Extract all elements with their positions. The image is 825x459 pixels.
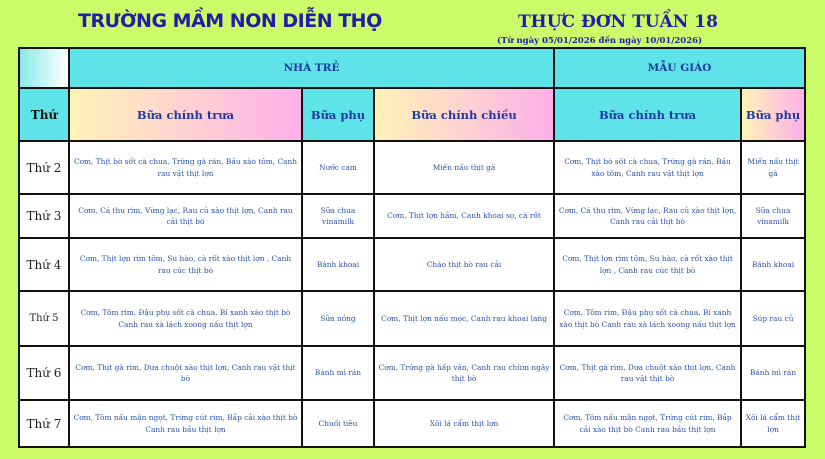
mg-snack-cell: Xôi lá cẩm thịt lợn <box>741 400 805 447</box>
mg-lunch-cell: Cơm, Tôm rim, Đậu phụ sốt cà chua, Bí xanh xào thịt bò Canh rau xà lách xoong nấu thịt lợn <box>554 291 741 346</box>
group-header-row <box>19 48 805 88</box>
corner-cell <box>19 48 69 88</box>
nt-lunch-cell: Cơm, Tôm nấu mận ngọt, Trứng cút rim, Bắp cải xào thịt bò Canh rau bầu thịt lợn <box>69 400 302 447</box>
day-cell: Thứ 3 <box>19 194 69 238</box>
mg-lunch-cell: Cơm, Thịt bò sốt cà chua, Trứng gà rán, Bầu xào tôm, Canh rau vặt thịt lợn <box>554 141 741 194</box>
mg-lunch-cell: Cơm, Tôm nấu mận ngọt, Trứng cút rim, Bắp cải xào thịt bò Canh rau bầu thịt lợn <box>554 400 741 447</box>
nt-lunch-cell: Cơm, Thịt bò sốt cà chua, Trứng gà rán, Bầu xào tôm, Canh rau vặt thịt lợn <box>69 141 302 194</box>
nt-afternoon-cell: Cơm, Thịt lợn hầm, Canh khoai sọ, cà rốt <box>374 194 554 238</box>
day-cell: Thứ 7 <box>19 400 69 447</box>
menu-title: THỰC ĐƠN TUẦN 18 <box>518 12 718 32</box>
table-row <box>19 194 805 238</box>
mg-lunch-cell: Cơm, Thịt gà rim, Dưa chuột xào thịt lợn, Canh rau vặt thịt bò <box>554 346 741 400</box>
nt-afternoon-cell: Cháo thịt bò rau cải <box>374 238 554 291</box>
mg-snack-cell: Súp rau củ <box>741 291 805 346</box>
nt-lunch-cell: Cơm, Tôm rim, Đậu phụ sốt cà chua, Bí xanh xào thịt bò Canh rau xà lách xoong nấu thịt lợn <box>69 291 302 346</box>
mg-lunch-cell: Cơm, Thịt lợn rim tôm, Su hào, cà rốt xào thịt lợn , Canh rau cúc thịt bò <box>554 238 741 291</box>
header-mg-phu: Bữa phụ <box>741 88 805 141</box>
date-range: (Từ ngày 05/01/2026 đến ngày 10/01/2026) <box>497 36 703 46</box>
mg-lunch-cell: Cơm, Cá thu rim, Vừng lạc, Rau củ xào thịt lợn, Canh rau cải thịt bò <box>554 194 741 238</box>
nt-afternoon-cell: Cơm, Thịt lợn nấu mọc, Canh rau khoai lang <box>374 291 554 346</box>
mg-snack-cell: Bánh khoai <box>741 238 805 291</box>
day-cell: Thứ 5 <box>19 291 69 346</box>
nt-lunch-cell: Cơm, Thịt lợn rim tôm, Su hào, cà rốt xào thịt lợn , Canh rau cúc thịt bò <box>69 238 302 291</box>
mg-snack-cell: Miến nấu thịt gà <box>741 141 805 194</box>
nt-snack-cell: Sữa nóng <box>302 291 374 346</box>
menu-table <box>18 47 806 448</box>
header-nt-chinh-chieu: Bữa chính chiều <box>374 88 554 141</box>
table-row <box>19 141 805 194</box>
nt-snack-cell: Bánh mì rán <box>302 346 374 400</box>
nt-afternoon-cell: Cơm, Trứng gà hấp vân, Canh rau chùm ngây thịt bò <box>374 346 554 400</box>
mg-snack-cell: Bánh mì rán <box>741 346 805 400</box>
group-mau-giao: MẪU GIÁO <box>554 48 805 88</box>
nt-snack-cell: Nước cam <box>302 141 374 194</box>
mg-snack-cell: Sữa chua vinamilk <box>741 194 805 238</box>
header-nt-chinh-trua: Bữa chính trưa <box>69 88 302 141</box>
column-header-row <box>19 88 805 141</box>
group-nha-tre: NHÀ TRẺ <box>69 48 554 88</box>
nt-snack-cell: Sữa chua vinamilk <box>302 194 374 238</box>
table-row <box>19 238 805 291</box>
table-row <box>19 346 805 400</box>
school-name: TRƯỜNG MẦM NON DIỄN THỌ <box>78 10 382 32</box>
day-cell: Thứ 2 <box>19 141 69 194</box>
table-row <box>19 400 805 447</box>
nt-snack-cell: Bánh khoai <box>302 238 374 291</box>
day-cell: Thứ 6 <box>19 346 69 400</box>
day-cell: Thứ 4 <box>19 238 69 291</box>
nt-lunch-cell: Cơm, Cá thu rim, Vừng lạc, Rau củ xào thịt lợn, Canh rau cải thịt bò <box>69 194 302 238</box>
header-nt-phu: Bữa phụ <box>302 88 374 141</box>
nt-lunch-cell: Cơm, Thịt gà rim, Dưa chuột xào thịt lợn, Canh rau vặt thịt bò <box>69 346 302 400</box>
table-row <box>19 291 805 346</box>
header-thu: Thứ <box>19 88 69 141</box>
header-mg-chinh-trua: Bữa chính trưa <box>554 88 741 141</box>
nt-afternoon-cell: Xôi lá cẩm thịt lợn <box>374 400 554 447</box>
nt-snack-cell: Chuối tiêu <box>302 400 374 447</box>
nt-afternoon-cell: Miến nấu thịt gà <box>374 141 554 194</box>
